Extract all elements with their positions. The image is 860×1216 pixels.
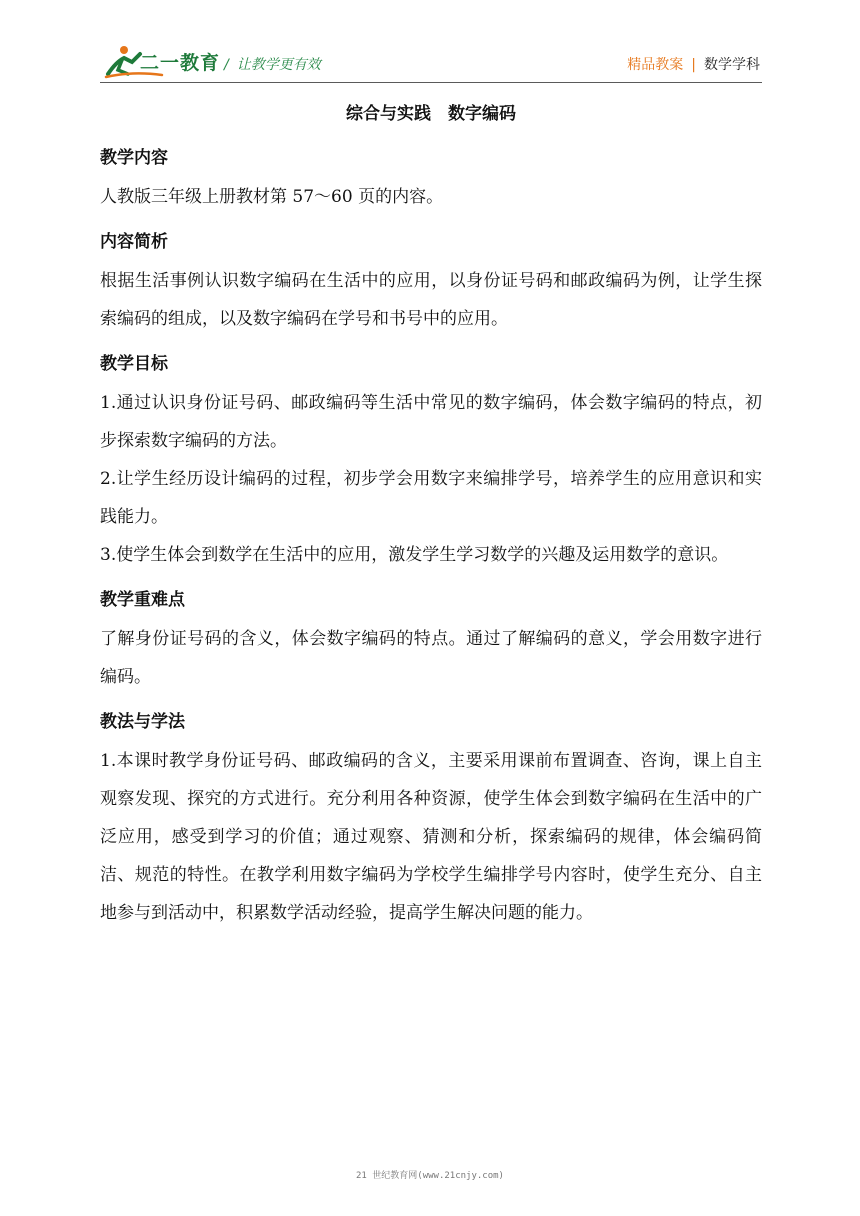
brand-name: 二一教育 — [140, 52, 221, 74]
paragraph: 1.通过认识身份证号码、邮政编码等生活中常见的数字编码，体会数字编码的特点，初步探索数字编码的方法。 — [100, 393, 762, 451]
section-heading: 教学目标 — [100, 354, 168, 374]
section-heading: 教学内容 — [100, 148, 168, 168]
paragraph: 了解身份证号码的含义，体会数字编码的特点。通过了解编码的意义，学会用数字进行编码。 — [100, 629, 762, 687]
slogan: / 让教学更有效 — [224, 57, 321, 73]
paragraph: 1.本课时教学身份证号码、邮政编码的含义，主要采用课前布置调查、咨询，课上自主观察发现、探究的方式进行。充分利用各种资源，使学生体会到数字编码在生活中的广泛应用，感受到学习的价值；通过观察、猜测和分析，探索编码的规律，体会编码简洁、规范的特性。在教学利用数字编码为学校学生编排学号内容时，使学生充分、自主地参与到活动中，积累数学活动经验，提高学生解决问题的能力。 — [100, 751, 762, 923]
paragraph: 3.使学生体会到数学在生活中的应用，激发学生学习数学的兴趣及运用数学的意识。 — [100, 545, 729, 565]
slogan-text: 让教学更有效 — [236, 57, 321, 73]
tag-separator: | — [691, 57, 696, 73]
paragraph: 2.让学生经历设计编码的过程，初步学会用数字来编排学号，培养学生的应用意识和实践能力。 — [100, 469, 762, 527]
section-heading: 内容简析 — [100, 232, 168, 252]
paragraph: 根据生活事例认识数字编码在生活中的应用，以身份证号码和邮政编码为例，让学生探索编码的组成，以及数字编码在学号和书号中的应用。 — [100, 271, 762, 329]
tag-premium: 精品教案 — [627, 57, 684, 73]
page-footer: 21 世纪教育网(www.21cnjy.com) — [356, 1171, 504, 1181]
document-title: 综合与实践 数字编码 — [346, 104, 516, 124]
document-body — [100, 96, 762, 932]
page-header — [0, 0, 860, 90]
header-divider — [100, 82, 762, 83]
tag-subject: 数学学科 — [704, 57, 760, 73]
section-heading: 教法与学法 — [100, 712, 185, 732]
paragraph: 人教版三年级上册教材第 57～60 页的内容。 — [100, 187, 444, 207]
header-tags — [627, 54, 760, 74]
section-heading: 教学重难点 — [100, 590, 185, 610]
